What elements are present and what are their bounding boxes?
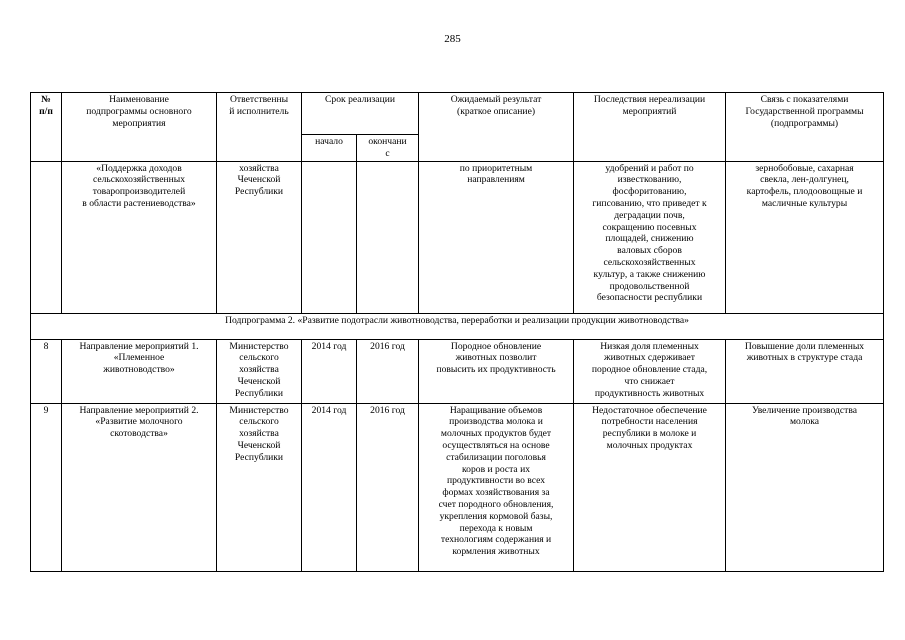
header-link: Связь с показателями Государственной программы (подпрограммы) (726, 93, 884, 162)
table-header-row (31, 93, 884, 135)
cell-link: зернобобовые, сахарная свекла, лен-долгунец, картофель, плодоовощные и масличные культуры (726, 161, 884, 313)
cell-consequences: Низкая доля племенных животных сдерживает породное обновление стада, что снижает продуктивность животных (574, 339, 726, 403)
header-name: Наименование подпрограммы основного мероприятия (62, 93, 217, 162)
page-number: 285 (444, 33, 461, 45)
cell-name: Направление мероприятий 1. «Племенное животноводство» (62, 339, 217, 403)
header-consequences: Последствия нереализации мероприятий (574, 93, 726, 162)
cell-result: по приоритетным направлениям (419, 161, 574, 313)
header-period: Срок реализации (302, 93, 419, 135)
cell-consequences: удобрений и работ по известкованию, фосфоритованию, гипсованию, что приведет к деградации почв, сокращению посевных площадей, снижению валовых сборов сельскохозяйственных культур, а также снижению продовольственной безопасности республики (574, 161, 726, 313)
cell-end: 2016 год (357, 403, 419, 571)
table-row (31, 403, 884, 571)
table-row (31, 161, 884, 313)
cell-responsible: Министерство сельского хозяйства Чеченской Республики (217, 403, 302, 571)
table-row (31, 339, 884, 403)
cell-start: 2014 год (302, 403, 357, 571)
cell-responsible: хозяйства Чеченской Республики (217, 161, 302, 313)
cell-end: 2016 год (357, 339, 419, 403)
cell-name: Направление мероприятий 2. «Развитие молочного скотоводства» (62, 403, 217, 571)
header-responsible: Ответственны й исполнитель (217, 93, 302, 162)
cell-result: Наращивание объемов производства молока и молочных продуктов будет осуществляться на основе стабилизации поголовья коров и роста их продуктивности во всех формах хозяйствования за счет породного обновления, укрепления кормовой базы, перехода к новым технологиям содержания и кормления животных (419, 403, 574, 571)
cell-link: Повышение доли племенных животных в структуре стада (726, 339, 884, 403)
cell-num (31, 161, 62, 313)
cell-result: Породное обновление животных позволит повысить их продуктивность (419, 339, 574, 403)
cell-num: 9 (31, 403, 62, 571)
activities-table (30, 92, 884, 572)
cell-name: «Поддержка доходов сельскохозяйственных товаропроизводителей в области растениеводства» (62, 161, 217, 313)
cell-num: 8 (31, 339, 62, 403)
cell-end (357, 161, 419, 313)
cell-responsible: Министерство сельского хозяйства Чеченской Республики (217, 339, 302, 403)
subprogram-row (31, 313, 884, 339)
subprogram-title: Подпрограмма 2. «Развитие подотрасли животноводства, переработки и реализации продукции животноводства» (31, 313, 884, 339)
cell-consequences: Недостаточное обеспечение потребности населения республики в молоке и молочных продуктах (574, 403, 726, 571)
cell-link: Увеличение производства молока (726, 403, 884, 571)
header-start: начало (302, 135, 357, 162)
header-num: № п/п (31, 93, 62, 162)
header-end: окончани с (357, 135, 419, 162)
cell-start: 2014 год (302, 339, 357, 403)
header-result: Ожидаемый результат (краткое описание) (419, 93, 574, 162)
cell-start (302, 161, 357, 313)
